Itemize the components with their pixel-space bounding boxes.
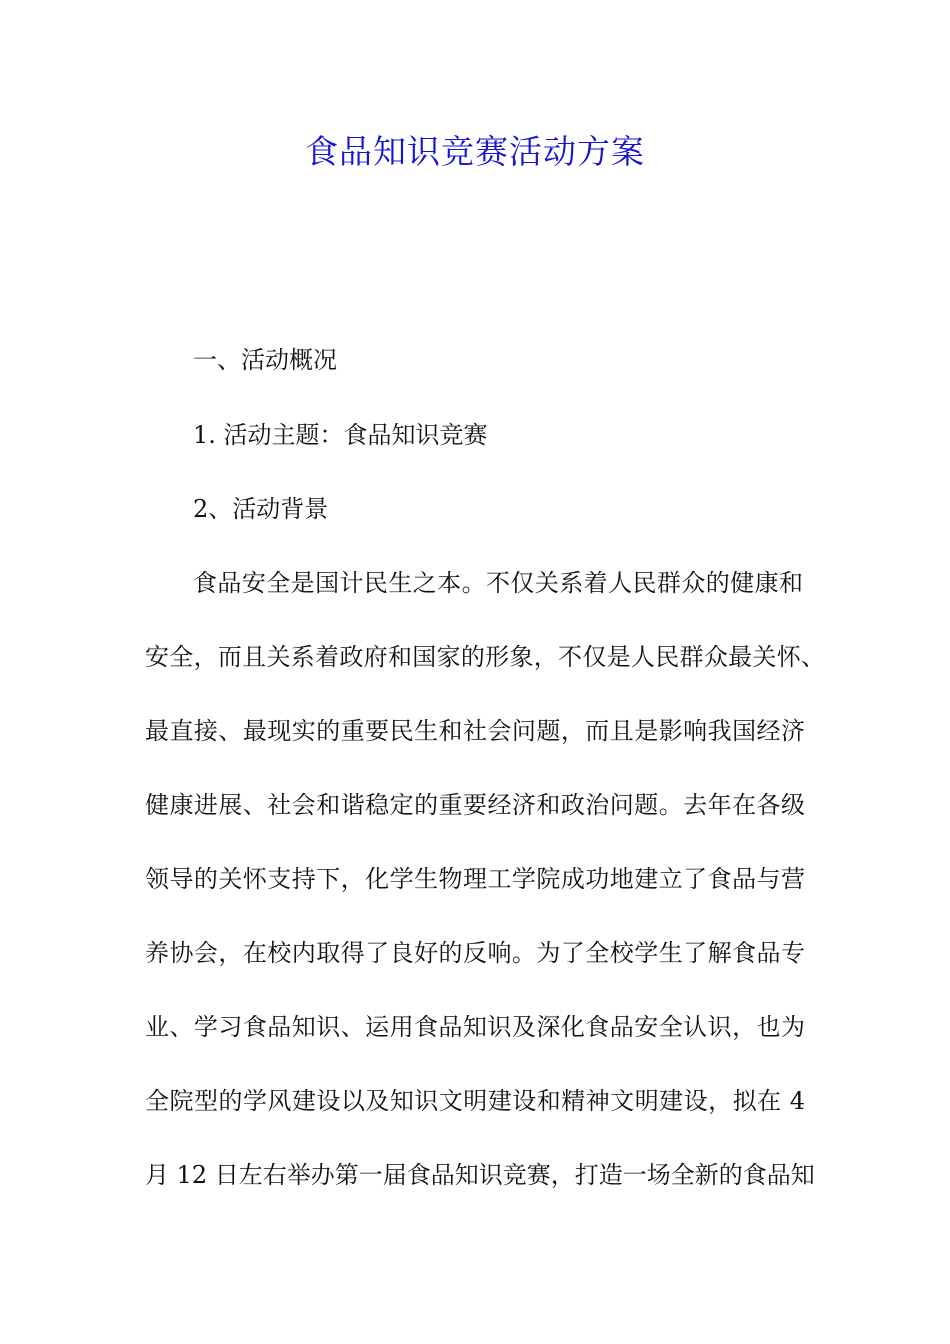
paragraph-line: 全院型的学风建设以及知识文明建设和精神文明建设，拟在 4 xyxy=(145,1087,805,1115)
paragraph-line: 安全，而且关系着政府和国家的形象，不仅是人民群众最关怀、 xyxy=(145,643,825,671)
item-theme: 1. 活动主题：食品知识竞赛 xyxy=(193,421,488,449)
paragraph-line: 养协会，在校内取得了良好的反响。为了全校学生了解食品专 xyxy=(145,939,805,967)
paragraph-line: 领导的关怀支持下，化学生物理工学院成功地建立了食品与营 xyxy=(145,865,805,893)
item-background: 2、活动背景 xyxy=(193,495,329,523)
paragraph-line: 最直接、最现实的重要民生和社会问题，而且是影响我国经济 xyxy=(145,717,805,745)
document-title: 食品知识竞赛活动方案 xyxy=(305,132,645,171)
paragraph-line: 食品安全是国计民生之本。不仅关系着人民群众的健康和 xyxy=(193,569,803,597)
section-heading: 一、活动概况 xyxy=(193,346,337,374)
paragraph-line: 健康进展、社会和谐稳定的重要经济和政治问题。去年在各级 xyxy=(145,791,805,819)
paragraph-line: 月 12 日左右举办第一届食品知识竞赛，打造一场全新的食品知 xyxy=(145,1161,815,1189)
paragraph-line: 业、学习食品知识、运用食品知识及深化食品安全认识，也为 xyxy=(145,1013,805,1041)
